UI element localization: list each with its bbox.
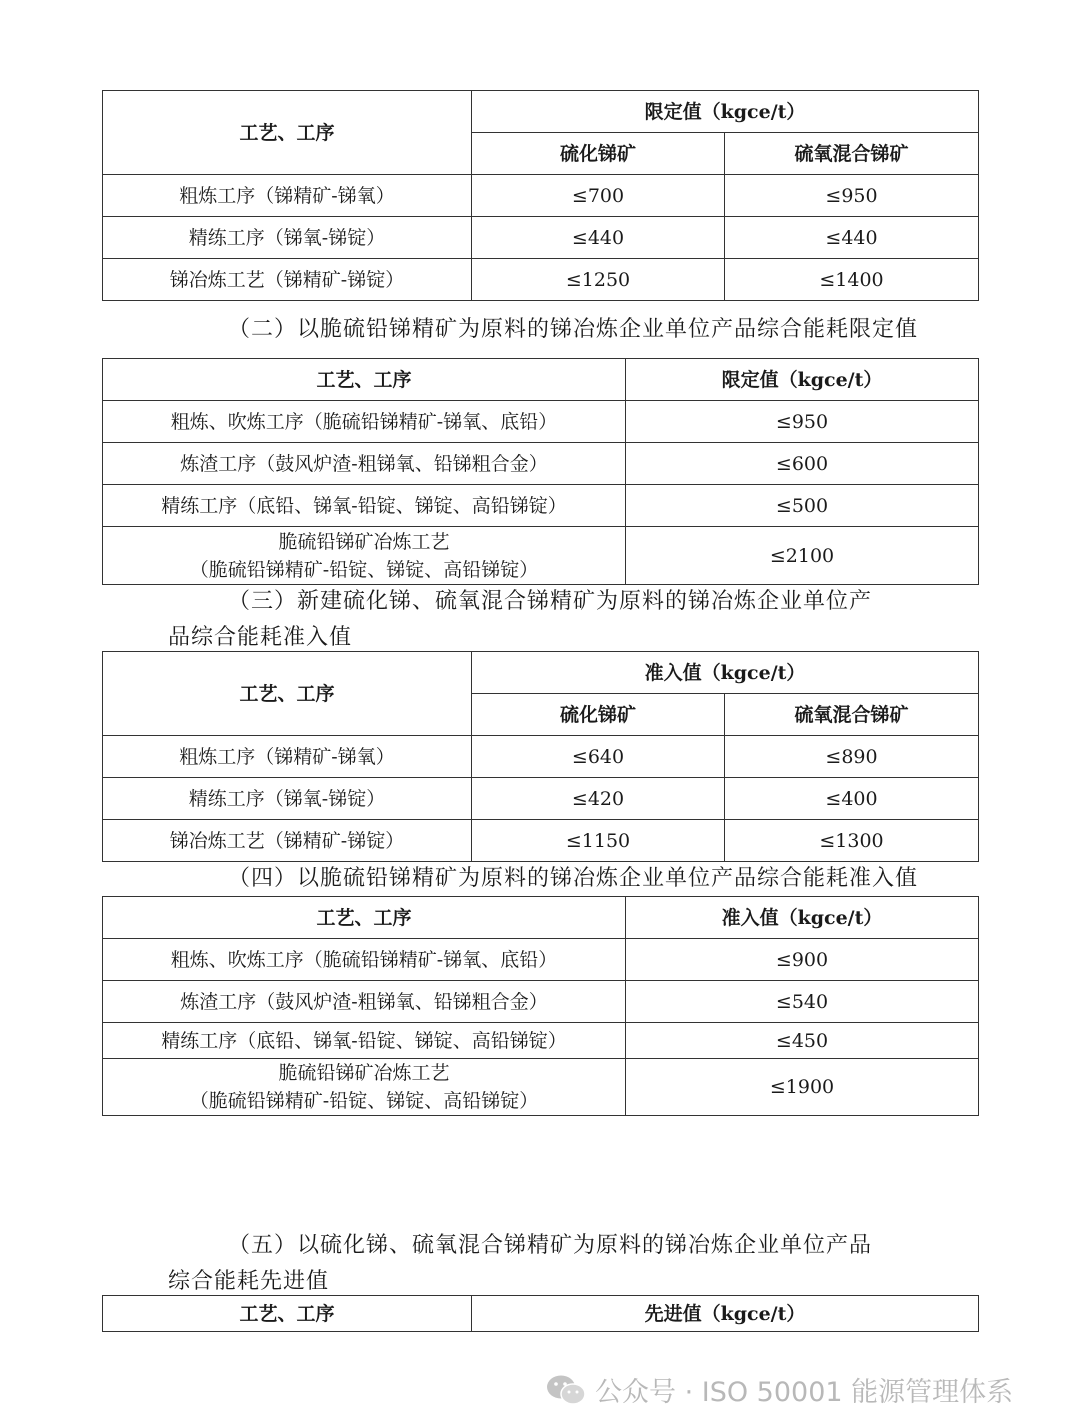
caption-line2: 综合能耗先进值 <box>168 1269 330 1294</box>
cell-process: 炼渣工序（鼓风炉渣-粗锑氧、铅锑粗合金） <box>103 443 626 485</box>
table-entry-sulfide <box>102 651 979 862</box>
header-process: 工艺、工序 <box>103 359 626 401</box>
section-caption-4: （四）以脆硫铅锑精矿为原料的锑冶炼企业单位产品综合能耗准入值 <box>228 866 919 891</box>
table-row <box>103 778 979 820</box>
table-row <box>103 1023 979 1059</box>
cell-value: ≤1300 <box>725 820 979 862</box>
section-caption-5 <box>168 1228 872 1300</box>
cell-process: 锑冶炼工艺（锑精矿-锑锭） <box>103 820 472 862</box>
table-row <box>103 981 979 1023</box>
cell-value: ≤420 <box>472 778 725 820</box>
caption-line1: （三）新建硫化锑、硫氧混合锑精矿为原料的锑冶炼企业单位产 <box>228 589 873 614</box>
cell-process-line2: （脆硫铅锑精矿-铅锭、锑锭、高铅锑锭） <box>189 1090 539 1112</box>
cell-value: ≤440 <box>472 217 725 259</box>
watermark-text: 公众号 · ISO 50001 能源管理体系 <box>595 1377 1014 1408</box>
cell-value: ≤500 <box>626 485 979 527</box>
cell-process: 精练工序（锑氧-锑锭） <box>103 778 472 820</box>
cell-process: 精练工序（底铅、锑氧-铅锭、锑锭、高铅锑锭） <box>103 485 626 527</box>
header-mixed: 硫氧混合锑矿 <box>725 694 979 736</box>
cell-value: ≤950 <box>725 175 979 217</box>
cell-value: ≤450 <box>626 1023 979 1059</box>
table-entry-jamesonite <box>102 896 979 1116</box>
cell-value: ≤400 <box>725 778 979 820</box>
header-advanced: 先进值（kgce/t） <box>472 1296 979 1332</box>
cell-value: ≤540 <box>626 981 979 1023</box>
header-process: 工艺、工序 <box>103 652 472 736</box>
header-process: 工艺、工序 <box>103 91 472 175</box>
header-mixed: 硫氧混合锑矿 <box>725 133 979 175</box>
cell-value: ≤440 <box>725 217 979 259</box>
table-row <box>103 401 979 443</box>
table-row <box>103 1059 979 1116</box>
table-row <box>103 485 979 527</box>
table-row <box>103 217 979 259</box>
cell-value: ≤900 <box>626 939 979 981</box>
table-limit-jamesonite <box>102 358 979 585</box>
header-limit: 限定值（kgce/t） <box>472 91 979 133</box>
cell-process: 炼渣工序（鼓风炉渣-粗锑氧、铅锑粗合金） <box>103 981 626 1023</box>
cell-process: 精练工序（锑氧-锑锭） <box>103 217 472 259</box>
cell-process: 精练工序（底铅、锑氧-铅锭、锑锭、高铅锑锭） <box>103 1023 626 1059</box>
table-row <box>103 259 979 301</box>
cell-process-line2: （脆硫铅锑精矿-铅锭、锑锭、高铅锑锭） <box>189 558 539 581</box>
watermark <box>545 1370 1013 1409</box>
cell-value: ≤640 <box>472 736 725 778</box>
cell-process: 粗炼工序（锑精矿-锑氧） <box>103 736 472 778</box>
cell-process: 粗炼、吹炼工序（脆硫铅锑精矿-锑氧、底铅） <box>103 939 626 981</box>
cell-process: 锑冶炼工艺（锑精矿-锑锭） <box>103 259 472 301</box>
cell-value: ≤950 <box>626 401 979 443</box>
header-entry: 准入值（kgce/t） <box>626 897 979 939</box>
header-entry: 准入值（kgce/t） <box>472 652 979 694</box>
cell-value: ≤1900 <box>626 1059 979 1116</box>
table-row <box>103 820 979 862</box>
table-row <box>103 939 979 981</box>
section-caption-3 <box>168 584 872 656</box>
cell-process: 粗炼工序（锑精矿-锑氧） <box>103 175 472 217</box>
wechat-icon <box>545 1373 587 1407</box>
cell-value: ≤890 <box>725 736 979 778</box>
header-sulfide: 硫化锑矿 <box>472 694 725 736</box>
section-caption-2: （二）以脆硫铅锑精矿为原料的锑冶炼企业单位产品综合能耗限定值 <box>228 317 919 342</box>
header-limit: 限定值（kgce/t） <box>626 359 979 401</box>
cell-process <box>103 1059 626 1116</box>
cell-value: ≤1400 <box>725 259 979 301</box>
cell-value: ≤1250 <box>472 259 725 301</box>
header-process: 工艺、工序 <box>103 897 626 939</box>
cell-process <box>103 527 626 585</box>
table-limit-sulfide <box>102 90 979 301</box>
cell-value: ≤1150 <box>472 820 725 862</box>
header-sulfide: 硫化锑矿 <box>472 133 725 175</box>
cell-value: ≤700 <box>472 175 725 217</box>
cell-process-line1: 脆硫铅锑矿冶炼工艺 <box>278 530 450 553</box>
caption-line1: （五）以硫化锑、硫氧混合锑精矿为原料的锑冶炼企业单位产品 <box>228 1233 873 1258</box>
cell-process: 粗炼、吹炼工序（脆硫铅锑精矿-锑氧、底铅） <box>103 401 626 443</box>
header-process: 工艺、工序 <box>103 1296 472 1332</box>
table-row <box>103 443 979 485</box>
table-advanced-sulfide <box>102 1295 979 1332</box>
caption-line2: 品综合能耗准入值 <box>168 625 353 650</box>
cell-process-line1: 脆硫铅锑矿冶炼工艺 <box>278 1062 450 1084</box>
table-row <box>103 175 979 217</box>
table-row <box>103 736 979 778</box>
table-row <box>103 527 979 585</box>
cell-value: ≤600 <box>626 443 979 485</box>
cell-value: ≤2100 <box>626 527 979 585</box>
